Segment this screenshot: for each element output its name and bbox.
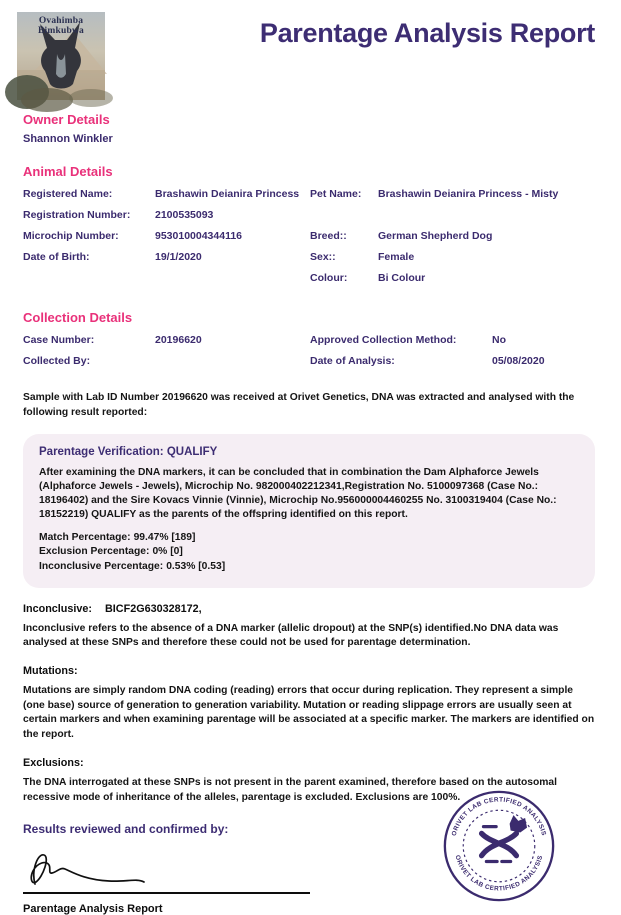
field-value: No: [492, 334, 506, 346]
field-date-of-birth: [23, 249, 301, 266]
signature-line: [23, 892, 310, 894]
field-breed: [310, 228, 595, 245]
sample-received-note: Sample with Lab ID Number 20196620 was received at Orivet Genetics, DNA was extracted and analysed with the following result reported:: [23, 392, 575, 418]
field-registration-number: [23, 207, 301, 224]
exclusion-percentage: [39, 545, 579, 560]
mutations-section: [23, 665, 595, 742]
field-value: 05/08/2020: [492, 355, 545, 367]
parentage-verification-box: [23, 434, 595, 588]
field-value: Female: [378, 251, 415, 263]
animal-details-heading: Animal Details: [23, 164, 113, 179]
stat-value: 0.53% [0.53]: [166, 561, 226, 573]
match-percentage: [39, 531, 579, 546]
field-label: Colour:: [310, 272, 348, 284]
dog-photo: [17, 12, 105, 100]
owner-details-heading: Owner Details: [23, 112, 110, 127]
stat-label: Inconclusive Percentage:: [39, 561, 164, 573]
field-label: Microchip Number:: [23, 230, 119, 242]
inconclusive-marker-id: BICF2G630328172,: [105, 602, 202, 615]
page-title: Parentage Analysis Report: [259, 18, 595, 48]
results-reviewed-heading: Results reviewed and confirmed by:: [23, 821, 229, 836]
orivet-certified-seal: [441, 788, 557, 904]
inconclusive-body: Inconclusive refers to the absence of a DNA marker (allelic dropout) at the SNP(s) identified.No DNA data was analysed at these SNPs and therefore these could not be used for parentage determination.: [23, 622, 559, 649]
field-label: Approved Collection Method:: [310, 334, 457, 346]
field-label: Sex::: [310, 251, 336, 263]
dna-dog-icon: [482, 815, 527, 861]
field-microchip-number: [23, 228, 301, 245]
photo-caption: Ovahimba Bimkubwa: [38, 16, 84, 36]
field-value: 2100535093: [155, 209, 214, 221]
verification-heading: Parentage Verification: QUALIFY: [39, 445, 218, 458]
collection-details-heading: Collection Details: [23, 310, 133, 325]
animal-details-right-column: [310, 186, 595, 291]
field-value: Brashawin Deianira Princess - Misty: [378, 188, 559, 200]
field-label: Case Number:: [23, 334, 95, 346]
seal-text-bottom: ORIVET LAB CERTIFIED ANALYSIS: [453, 854, 545, 893]
inconclusive-section: [23, 603, 595, 651]
animal-details-left-column: [23, 186, 301, 291]
owner-details-section: [23, 112, 595, 145]
mutations-body: Mutations are simply random DNA coding (reading) errors that occur during replication. They represent a simple (one base) source of generation to generation variability. Mutation or reading slippage errors are usually seen at certain markers and when examining parentage will be associated at a specific marker. The markers are identified on the report.: [23, 685, 595, 740]
field-value: Bi Colour: [378, 272, 426, 284]
field-value: 20196620: [155, 334, 202, 346]
report-header: [0, 0, 621, 100]
verification-stats: [39, 531, 579, 575]
animal-details-section: [23, 164, 595, 291]
mutations-heading: Mutations:: [23, 665, 78, 678]
exclusions-body: The DNA interrogated at these SNPs is not present in the parent examined, therefore based on the autosomal recessive mode of inheritance of the alleles, parentage is excluded. Exclusions are 100%.: [23, 777, 558, 803]
field-value: 19/1/2020: [155, 251, 202, 263]
field-label: Breed::: [310, 230, 347, 242]
field-pet-name: [310, 186, 595, 203]
inconclusive-heading: [23, 603, 595, 615]
collection-details-section: [23, 310, 595, 374]
inconclusive-percentage: [39, 560, 579, 575]
owner-name: Shannon Winkler: [23, 133, 113, 145]
stat-value: 99.47% [189]: [133, 531, 196, 543]
field-date-of-analysis: [310, 353, 595, 370]
field-label: Registration Number:: [23, 209, 131, 221]
stat-label: Exclusion Percentage:: [39, 546, 150, 558]
field-label: Collected By:: [23, 355, 91, 367]
field-label: Registered Name:: [23, 188, 113, 200]
verification-body: After examining the DNA markers, it can be concluded that in combination the Dam Alphaforce Jewels (Alphaforce Jewels - Jewels), Microchip No. 982000402212341,Registration No. 5100097368 (Case No.: 18196402) and the Sire Kovacs Vinnie (Vinnie), Microchip No.956000004460255 No. 3100319404 (Case No.: 18152219) QUALIFY as the parents of the offspring identified on this report.: [39, 466, 557, 520]
inconclusive-label: Inconclusive:: [23, 602, 92, 615]
field-collected-by: [23, 353, 301, 370]
field-sex: [310, 249, 595, 266]
footer-report-label: Parentage Analysis Report: [23, 902, 163, 915]
signature: [23, 840, 233, 898]
collection-left-column: [23, 332, 301, 374]
field-colour: [310, 270, 595, 287]
svg-text:ORIVET LAB CERTIFIED ANALYSIS: [454, 854, 545, 892]
field-label: Date of Birth:: [23, 251, 90, 263]
stat-label: Match Percentage:: [39, 531, 131, 543]
collection-right-column: [310, 332, 595, 374]
stat-value: 0% [0]: [152, 546, 183, 558]
exclusions-heading: Exclusions:: [23, 757, 84, 770]
field-value: German Shepherd Dog: [378, 230, 493, 242]
field-registered-name: [23, 186, 301, 203]
seal-text-top: ORIVET LAB CERTIFIED ANALYSIS: [450, 796, 548, 837]
field-value: 953010004344116: [155, 230, 243, 242]
field-label: Date of Analysis:: [310, 355, 395, 367]
field-case-number: [23, 332, 301, 349]
field-approved-collection-method: [310, 332, 595, 349]
field-value: Brashawin Deianira Princess: [155, 188, 300, 200]
field-label: Pet Name:: [310, 188, 362, 200]
